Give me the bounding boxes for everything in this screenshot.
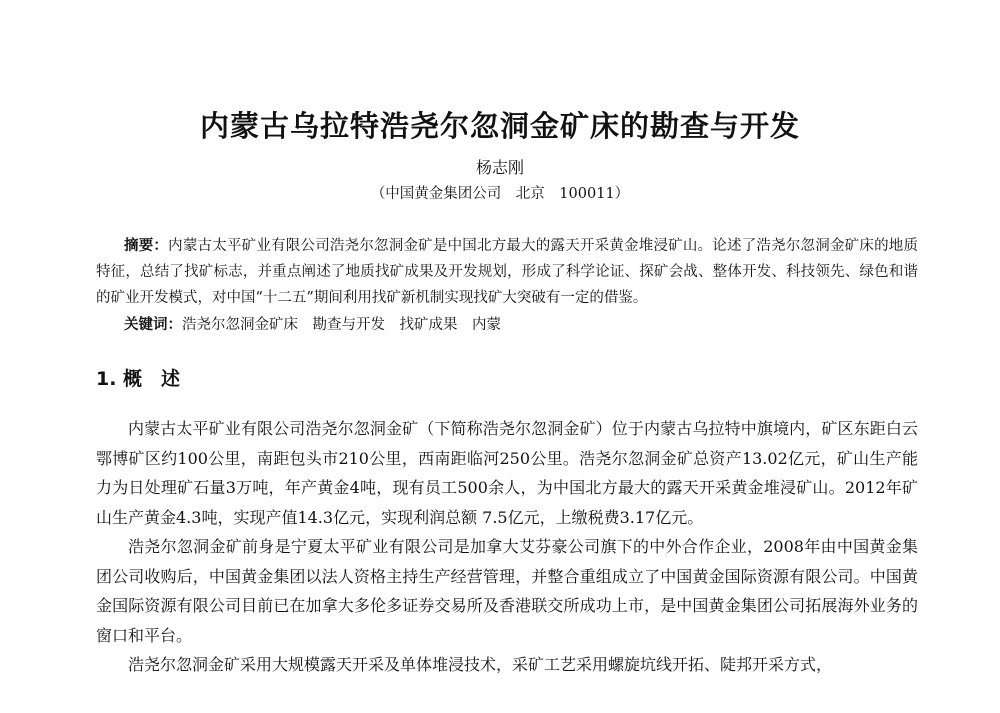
keywords-label: 关键词： <box>124 317 182 333</box>
paragraph: 浩尧尔忽洞金矿前身是宁夏太平矿业有限公司是加拿大艾芬豪公司旗下的中外合作企业，2008年由中国黄金集团公司收购后，中国黄金集团以法人资格主持生产经营管理，并整合重组成立了中国黄金国际资源有限公司。中国黄金国际资源有限公司目前已在加拿大多伦多证券交易所及香港联交所成功上市，是中国黄金集团公司拓展海外业务的窗口和平台。 <box>96 537 918 645</box>
paragraph: 浩尧尔忽洞金矿采用大规模露天开采及单体堆浸技术，采矿工艺采用螺旋坑线开拓、陡邦开采方式， <box>128 655 833 674</box>
paper-title: 内蒙古乌拉特浩尧尔忽洞金矿床的勘查与开发 <box>199 109 800 143</box>
abstract-text: 内蒙古太平矿业有限公司浩尧尔忽洞金矿是中国北方最大的露天开采黄金堆浸矿山。论述了浩尧尔忽洞金矿床的地质特征，总结了找矿标志，并重点阐述了地质找矿成果及开发规划，形成了科学论证、探矿会战、整体开发、科技领先、绿色和谐的矿业开发模式，对中国“十二五”期间利用找矿新机制实现找矿大突破有一定的借鉴。 <box>96 238 918 306</box>
author-name: 杨志刚 <box>475 158 524 177</box>
keywords-text: 浩尧尔忽洞金矿床 勘查与开发 找矿成果 内蒙 <box>182 317 501 333</box>
paragraph: 内蒙古太平矿业有限公司浩尧尔忽洞金矿（下简称浩尧尔忽洞金矿）位于内蒙古乌拉特中旗境内，矿区东距白云鄂博矿区约100公里，南距包头市210公里，西南距临河250公里。浩尧尔忽洞金矿总资产13.02亿元，矿山生产能力为日处理矿石量3万吨，年产黄金4吨，现有员工500余人，为中国北方最大的露天开采黄金堆浸矿山。2012年矿山生产黄金4.3吨，实现产值14.3亿元，实现利润总额 7.5亿元，上缴税费3.17亿元。 <box>96 419 918 527</box>
body-text <box>96 414 918 680</box>
abstract-label: 摘要： <box>124 238 169 254</box>
keywords <box>124 312 914 338</box>
author-affiliation: （中国黄金集团公司 北京 100011） <box>370 186 630 202</box>
section-heading: 1. 概 述 <box>96 368 181 390</box>
abstract <box>96 233 918 311</box>
